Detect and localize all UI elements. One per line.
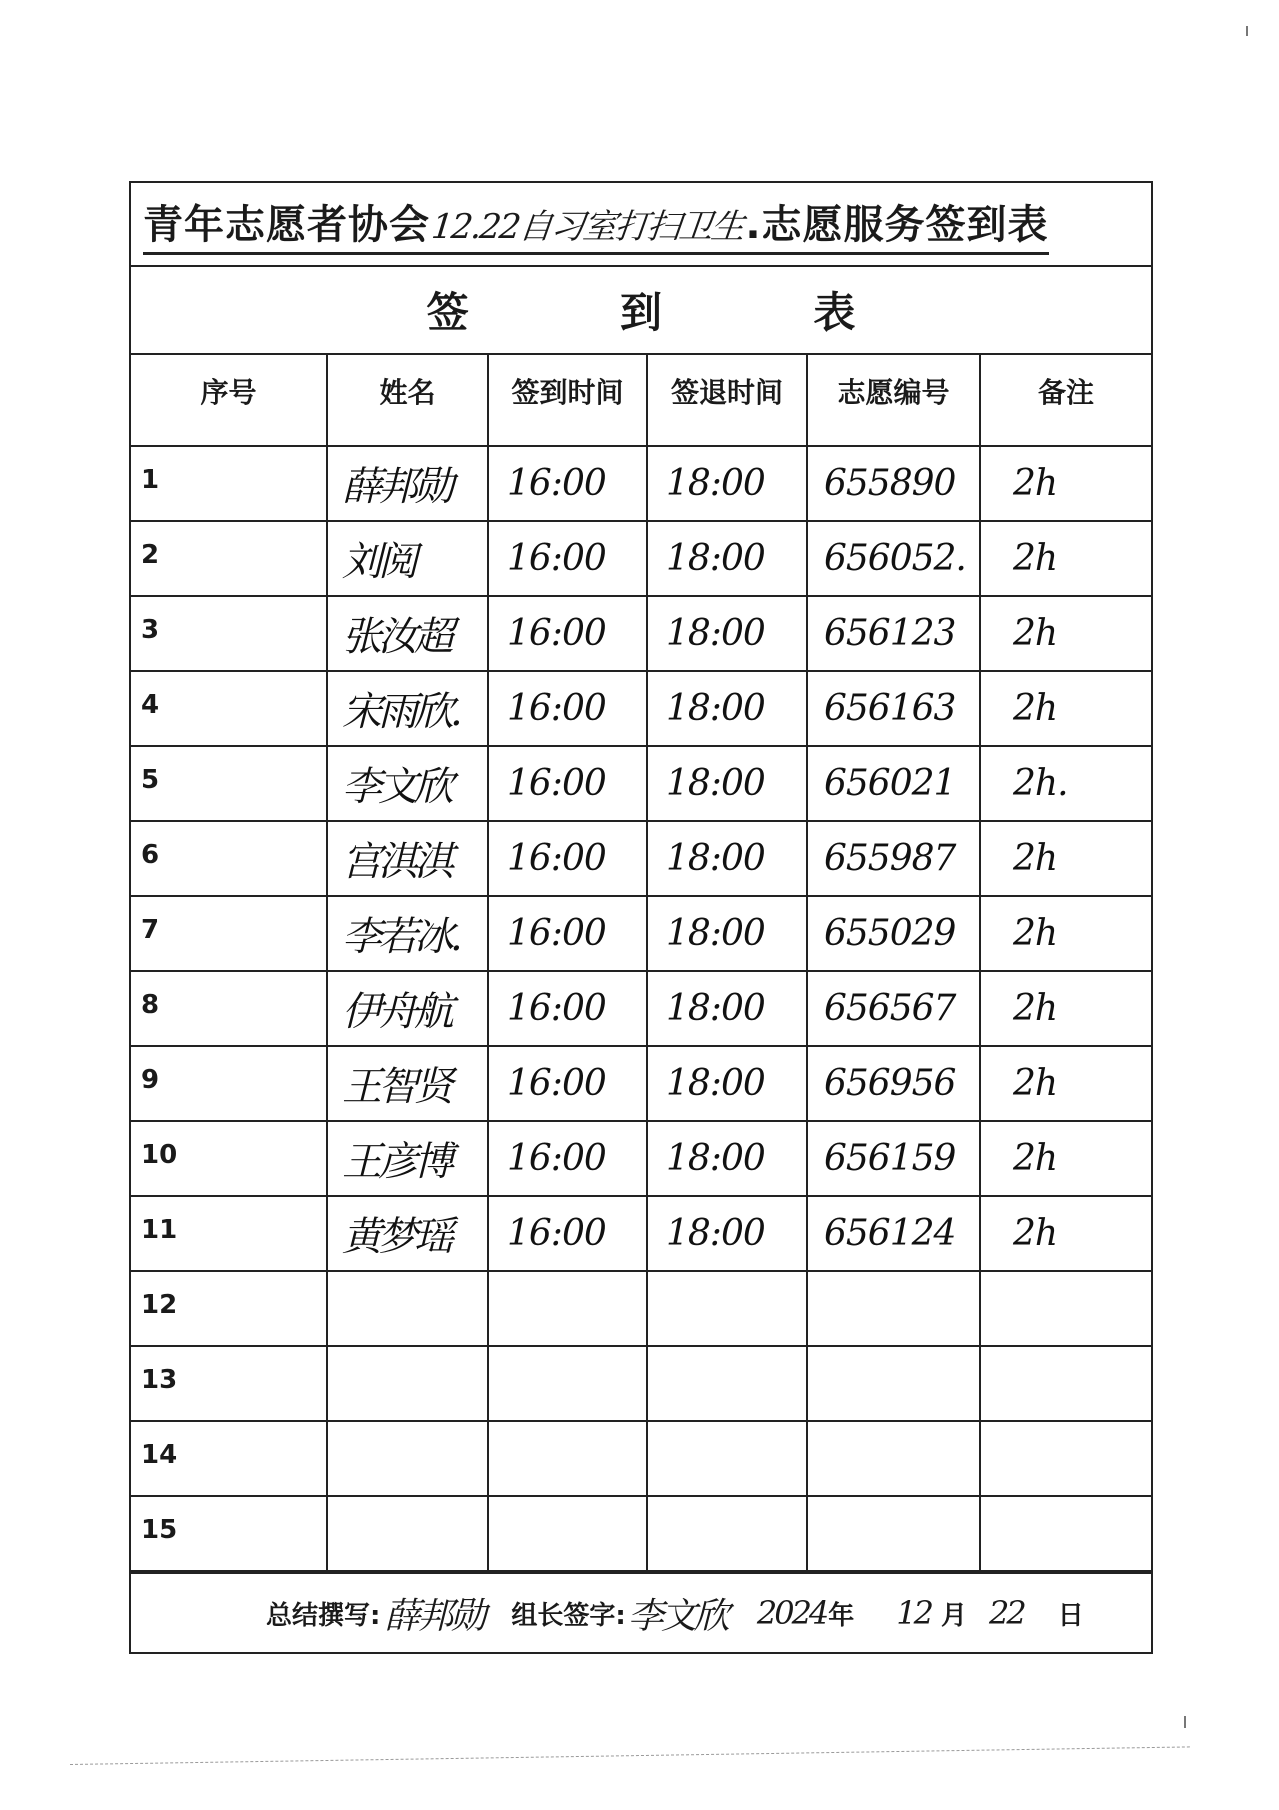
row-number-cell: 3 bbox=[131, 596, 327, 671]
subtitle-row bbox=[131, 267, 1151, 355]
row-number-cell: 15 bbox=[131, 1496, 327, 1571]
table-body bbox=[131, 446, 1151, 1571]
column-header-sign-out: 签退时间 bbox=[647, 355, 807, 446]
volunteer-name-cell bbox=[327, 1421, 488, 1496]
row-number-cell: 5 bbox=[131, 746, 327, 821]
row-number-cell: 14 bbox=[131, 1421, 327, 1496]
date-month-unit: 月 bbox=[941, 1600, 968, 1631]
sign-out-time-cell: 18:00 bbox=[647, 821, 807, 896]
row-number-cell: 12 bbox=[131, 1271, 327, 1346]
table-row bbox=[131, 1046, 1151, 1121]
volunteer-id-cell: 656956 bbox=[807, 1046, 980, 1121]
row-number-cell: 7 bbox=[131, 896, 327, 971]
date-day-unit: 日 bbox=[1057, 1600, 1084, 1631]
title-event-handwritten: 12.22自习室打扫卫生 bbox=[429, 207, 746, 247]
column-header-sign-in: 签到时间 bbox=[488, 355, 647, 446]
row-number-cell: 10 bbox=[131, 1121, 327, 1196]
sign-out-time-cell: 18:00 bbox=[647, 446, 807, 521]
sign-in-time-cell: 16:00 bbox=[488, 671, 647, 746]
note-cell: 2h bbox=[980, 1046, 1151, 1121]
volunteer-id-cell: 656159 bbox=[807, 1121, 980, 1196]
attendance-table bbox=[131, 355, 1151, 1572]
date-day: 22 bbox=[989, 1594, 1024, 1632]
row-number-cell: 9 bbox=[131, 1046, 327, 1121]
sign-in-time-cell: 16:00 bbox=[488, 746, 647, 821]
row-number-cell: 2 bbox=[131, 521, 327, 596]
volunteer-id-cell bbox=[807, 1346, 980, 1421]
sign-in-time-cell: 16:00 bbox=[488, 446, 647, 521]
sign-in-time-cell: 16:00 bbox=[488, 821, 647, 896]
table-row bbox=[131, 1346, 1151, 1421]
volunteer-id-cell: 655987 bbox=[807, 821, 980, 896]
sign-out-time-cell bbox=[647, 1346, 807, 1421]
note-cell: 2h bbox=[980, 521, 1151, 596]
volunteer-name-cell: 宋雨欣. bbox=[327, 671, 488, 746]
summary-label: 总结撰写: bbox=[266, 1600, 381, 1631]
row-number-cell: 4 bbox=[131, 671, 327, 746]
table-row bbox=[131, 1421, 1151, 1496]
volunteer-id-cell: 656123 bbox=[807, 596, 980, 671]
sign-in-time-cell: 16:00 bbox=[488, 596, 647, 671]
row-number-cell: 1 bbox=[131, 446, 327, 521]
sign-out-time-cell bbox=[647, 1271, 807, 1346]
volunteer-id-cell bbox=[807, 1496, 980, 1571]
volunteer-name-cell: 薛邦勋 bbox=[327, 446, 488, 521]
table-row bbox=[131, 821, 1151, 896]
volunteer-name-cell bbox=[327, 1271, 488, 1346]
volunteer-id-cell: 656052. bbox=[807, 521, 980, 596]
title-row bbox=[131, 183, 1151, 267]
sign-in-time-cell: 16:00 bbox=[488, 1121, 647, 1196]
volunteer-name-cell: 李若冰. bbox=[327, 896, 488, 971]
sign-out-time-cell: 18:00 bbox=[647, 896, 807, 971]
subtitle-char: 到 bbox=[619, 288, 662, 337]
volunteer-id-cell: 656163 bbox=[807, 671, 980, 746]
title-prefix: 青年志愿者协会 bbox=[143, 202, 430, 248]
sign-out-time-cell: 18:00 bbox=[647, 596, 807, 671]
row-number-cell: 8 bbox=[131, 971, 327, 1046]
sign-out-time-cell: 18:00 bbox=[647, 746, 807, 821]
title-suffix: .志愿服务签到表 bbox=[745, 202, 1049, 248]
volunteer-id-cell bbox=[807, 1421, 980, 1496]
note-cell bbox=[980, 1271, 1151, 1346]
volunteer-name-cell: 王彦博 bbox=[327, 1121, 488, 1196]
subtitle-char: 表 bbox=[813, 288, 856, 337]
volunteer-name-cell: 张汝超 bbox=[327, 596, 488, 671]
sign-in-time-cell: 16:00 bbox=[488, 971, 647, 1046]
volunteer-name-cell: 宫淇淇 bbox=[327, 821, 488, 896]
table-row bbox=[131, 1196, 1151, 1271]
sign-in-time-cell: 16:00 bbox=[488, 1046, 647, 1121]
sign-out-time-cell: 18:00 bbox=[647, 971, 807, 1046]
table-row bbox=[131, 446, 1151, 521]
column-header-no: 序号 bbox=[131, 355, 327, 446]
note-cell bbox=[980, 1496, 1151, 1571]
volunteer-id-cell: 656124 bbox=[807, 1196, 980, 1271]
volunteer-id-cell bbox=[807, 1271, 980, 1346]
note-cell: 2h bbox=[980, 671, 1151, 746]
table-row bbox=[131, 1496, 1151, 1571]
leader-signature: 李文欣 bbox=[627, 1595, 727, 1637]
volunteer-name-cell: 李文欣 bbox=[327, 746, 488, 821]
scan-fold-line bbox=[70, 1746, 1190, 1765]
table-row bbox=[131, 521, 1151, 596]
sign-in-time-cell bbox=[488, 1271, 647, 1346]
volunteer-id-cell: 655890 bbox=[807, 446, 980, 521]
table-row bbox=[131, 1271, 1151, 1346]
sign-out-time-cell: 18:00 bbox=[647, 1121, 807, 1196]
note-cell: 2h bbox=[980, 446, 1151, 521]
sign-in-time-cell: 16:00 bbox=[488, 521, 647, 596]
sign-out-time-cell: 18:00 bbox=[647, 671, 807, 746]
volunteer-name-cell bbox=[327, 1496, 488, 1571]
sign-out-time-cell: 18:00 bbox=[647, 1196, 807, 1271]
column-header-name: 姓名 bbox=[327, 355, 488, 446]
volunteer-name-cell: 王智贤 bbox=[327, 1046, 488, 1121]
sign-in-time-cell bbox=[488, 1496, 647, 1571]
table-row bbox=[131, 896, 1151, 971]
sign-in-time-cell bbox=[488, 1421, 647, 1496]
table-header-row bbox=[131, 355, 1151, 446]
date-year-unit: 年 bbox=[828, 1600, 855, 1631]
table-row bbox=[131, 596, 1151, 671]
subtitle-char: 签 bbox=[426, 288, 469, 337]
sign-in-time-cell: 16:00 bbox=[488, 1196, 647, 1271]
note-cell: 2h bbox=[980, 596, 1151, 671]
sign-out-time-cell: 18:00 bbox=[647, 521, 807, 596]
sign-in-sheet bbox=[129, 181, 1153, 1654]
note-cell: 2h bbox=[980, 1196, 1151, 1271]
summary-signature: 薛邦勋 bbox=[384, 1595, 484, 1637]
sign-out-time-cell bbox=[647, 1496, 807, 1571]
volunteer-name-cell: 伊舟航 bbox=[327, 971, 488, 1046]
sign-in-time-cell bbox=[488, 1346, 647, 1421]
leader-label: 组长签字: bbox=[511, 1600, 626, 1631]
note-cell bbox=[980, 1421, 1151, 1496]
volunteer-name-cell bbox=[327, 1346, 488, 1421]
date-year: 2024 bbox=[756, 1594, 827, 1632]
note-cell: 2h bbox=[980, 1121, 1151, 1196]
volunteer-id-cell: 656567 bbox=[807, 971, 980, 1046]
table-row bbox=[131, 1121, 1151, 1196]
row-number-cell: 11 bbox=[131, 1196, 327, 1271]
row-number-cell: 13 bbox=[131, 1346, 327, 1421]
note-cell: 2h bbox=[980, 971, 1151, 1046]
date-month: 12 bbox=[896, 1594, 932, 1632]
sign-out-time-cell bbox=[647, 1421, 807, 1496]
footer-row bbox=[131, 1572, 1151, 1652]
scan-tick-mark bbox=[1246, 26, 1248, 36]
column-header-note: 备注 bbox=[980, 355, 1151, 446]
volunteer-name-cell: 黄梦瑶 bbox=[327, 1196, 488, 1271]
sheet-title bbox=[143, 193, 1049, 255]
volunteer-id-cell: 656021 bbox=[807, 746, 980, 821]
note-cell: 2h. bbox=[980, 746, 1151, 821]
volunteer-name-cell: 刘阅 bbox=[327, 521, 488, 596]
note-cell: 2h bbox=[980, 821, 1151, 896]
table-row bbox=[131, 671, 1151, 746]
row-number-cell: 6 bbox=[131, 821, 327, 896]
sign-out-time-cell: 18:00 bbox=[647, 1046, 807, 1121]
note-cell: 2h bbox=[980, 896, 1151, 971]
table-row bbox=[131, 971, 1151, 1046]
column-header-volunteer-id: 志愿编号 bbox=[807, 355, 980, 446]
note-cell bbox=[980, 1346, 1151, 1421]
table-row bbox=[131, 746, 1151, 821]
sign-in-time-cell: 16:00 bbox=[488, 896, 647, 971]
scan-tick-mark bbox=[1184, 1716, 1186, 1728]
volunteer-id-cell: 655029 bbox=[807, 896, 980, 971]
